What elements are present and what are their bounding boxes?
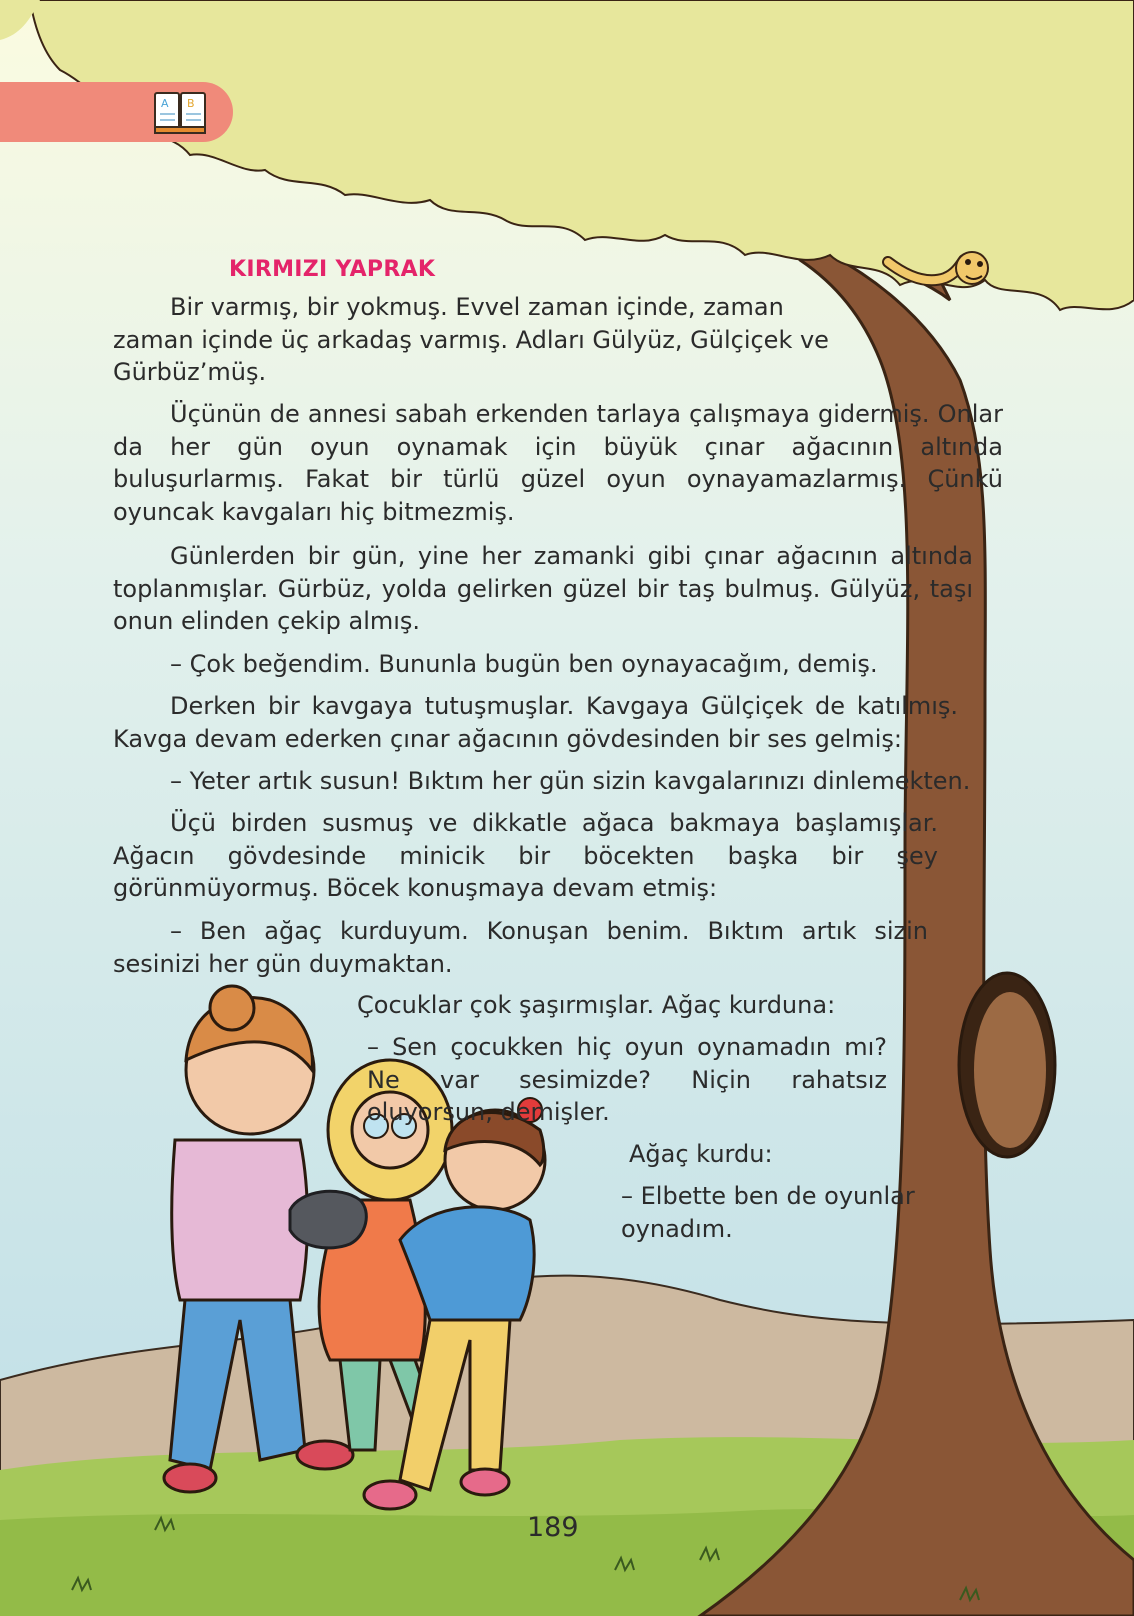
story-paragraph: Üçünün de annesi sabah erkenden tarlaya çalışmaya gidermiş. Onlar da her gün oyun oynamak için büyük çınar ağacının altında buluşurlarmış. Fakat bir türlü güzel oyun oynayamazlarmış. Çünkü oyuncak kavgaları hiç bitmezmiş. [113, 400, 1003, 526]
page-number: 189 [527, 1512, 579, 1543]
story-paragraph: Günlerden bir gün, yine her zamanki gibi çınar ağacının altında toplanmışlar. Gürbüz, yolda gelirken güzel bir taş bulmuş. Gülyüz, taşı onun elinden çekip almış. [113, 542, 973, 635]
story-paragraph: Derken bir kavgaya tutuşmuşlar. Kavgaya Gülçiçek de katılmış. Kavga devam ederken çınar ağacının gövdesinden bir ses gelmiş: [113, 692, 958, 753]
svg-text:A: A [161, 97, 169, 110]
chapter-tab [0, 82, 233, 142]
story-paragraph: – Çok beğendim. Bununla bugün ben oynayacağım, demiş. [170, 650, 878, 678]
story-paragraph: Bir varmış, bir yokmuş. Evvel zaman içinde, zaman zaman içinde üç arkadaş varmış. Adları Gülyüz, Gülçiçek ve Gürbüz’müş. [113, 293, 829, 386]
story-paragraph: Çocuklar çok şaşırmışlar. Ağaç kurduna: [357, 991, 836, 1019]
story-paragraph: – Elbette ben de oyunlar oynadım. [621, 1182, 915, 1243]
story-title: KIRMIZI YAPRAK [229, 257, 436, 282]
story-paragraph: – Ben ağaç kurduyum. Konuşan benim. Bıktım artık sizin sesinizi her gün duymaktan. [113, 917, 928, 978]
story-paragraph: Üçü birden susmuş ve dikkatle ağaca bakmaya başlamışlar. Ağacın gövdesinde minicik bir böcekten başka bir şey görünmüyormuş. Böcek konuşmaya devam etmiş: [113, 809, 938, 902]
book-icon [153, 87, 207, 137]
stone [290, 1191, 366, 1248]
svg-text:B: B [187, 97, 195, 110]
story-paragraph: Ağaç kurdu: [629, 1140, 773, 1168]
story-paragraph: – Sen çocukken hiç oyun oynamadın mı? Ne var sesimizde? Niçin rahatsız oluyorsun, demişler. [367, 1033, 887, 1126]
story-paragraph: – Yeter artık susun! Bıktım her gün sizin kavgalarınızı dinlemekten. [170, 767, 971, 795]
